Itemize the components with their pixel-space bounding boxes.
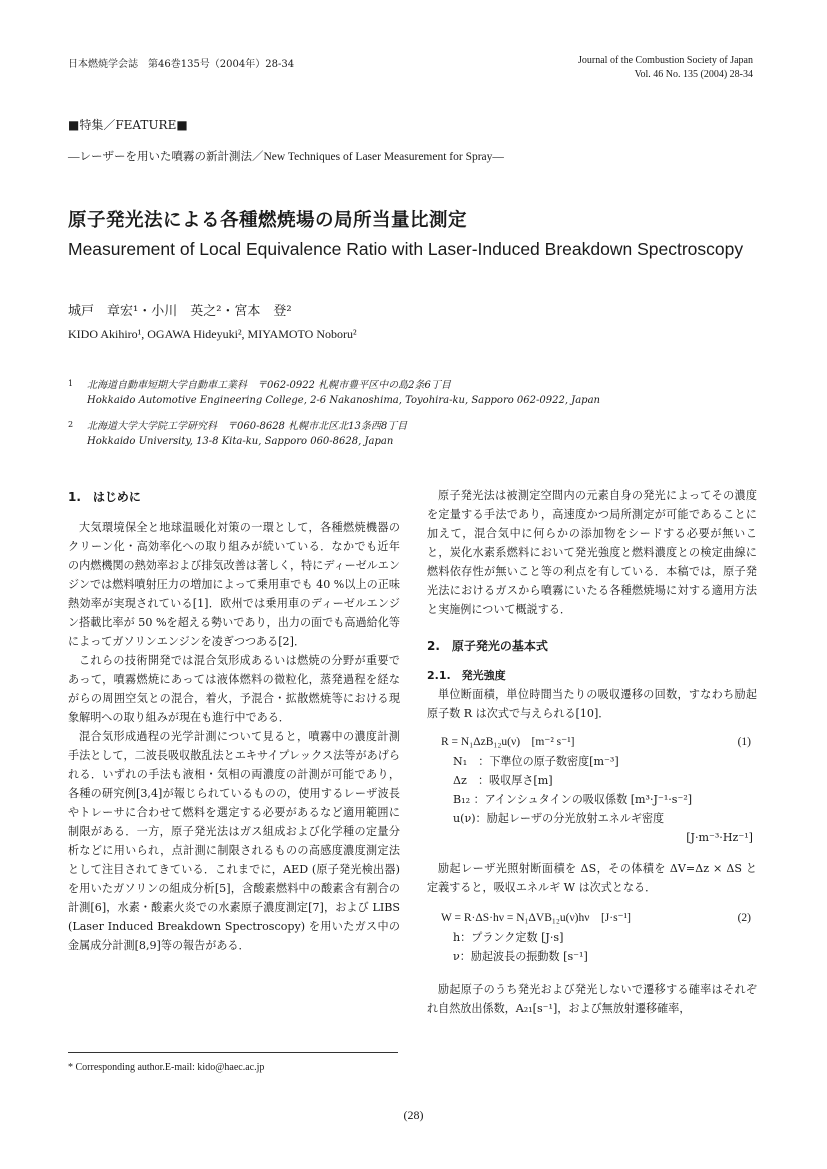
section-heading-1: 1. はじめに (68, 490, 141, 504)
equation-2 (427, 909, 757, 928)
equation-number: (1) (737, 736, 751, 748)
affiliation-jp: 北海道大学大学院工学研究科 〒060-8628 札幌市北区北13条西8丁目 (87, 421, 408, 432)
authors-japanese: 城戸 章宏¹・小川 英之²・宮本 登² (68, 304, 292, 319)
symbol-definitions-2 (427, 928, 757, 966)
page-number: (28) (403, 1108, 424, 1122)
equation-body: R = N₁ΔzB₁₂u(ν) [m⁻² s⁻¹] (441, 736, 575, 748)
affiliation-number: 2 (68, 420, 74, 429)
paragraph: 混合気形成過程の光学計測について見ると，噴霧中の濃度計測手法として，二波長吸収散乱法とエキサイプレックス法等があげられる．いずれの手法も液相・気相の両濃度の計測が可能であり，各種の研究例[3,4]が報じられているものの，使用するレーザ波長やトレーサに合わせて燃料を選定する必要があるなど適用範囲に制限がある．一方，原子発光法はガス組成および化学種の定量分析などに用いられ，点計測に制限されるものの高感度濃度測定法として注目されてきている．これまでに，AED (原子発光検出器) を用いたガソリンの組成分析[5]，含酸素燃料中の酸素含有割合の計測[6]，水素・酸素火炎での水素原子濃度測定[7]，および LIBS (Laser Induced Breakdown Spectroscopy) を用いたガス中の金属成分計測[8,9]等の報告がある． (68, 730, 400, 952)
paragraph: 大気環境保全と地球温暖化対策の一環として，各種燃焼機器のクリーン化・高効率化への取り組みが続いている．なかでも近年の内燃機関の熱効率および排気改善は著しく，特にディーゼルエンジンでは燃料噴射圧力の増加によって乗用車でも 40 %以上の正味熱効率が実現されている[1]．欧州では乗用車のディーゼルエンジン搭載比率が 50 %を超える勢いであり，出力の面でも高過給化等によってガソリンエンジンを凌ぎつつある[2]． (68, 521, 400, 648)
journal-name: Journal of the Combustion Society of Japan (578, 55, 753, 66)
authors-english: KIDO Akihiro¹, OGAWA Hideyuki², MIYAMOTO Noboru² (68, 327, 357, 341)
title-japanese: 原子発光法による各種燃焼場の局所当量比測定 (68, 210, 468, 231)
paragraph: 励起原子のうち発光および発光しないで遷移する確率はそれぞれ自然放出係数，A₂₁[s⁻¹]，および無放射遷移確率， (427, 983, 757, 1015)
affiliation-1 (68, 378, 600, 408)
paragraph: 単位断面積，単位時間当たりの吸収遷移の回数，すなわち励起原子数 R は次式で与えられる[10]． (427, 688, 757, 720)
definition-item: N₁ ：下準位の原子数密度[m⁻³] (453, 755, 619, 768)
definition-item: B₁₂ ：アインシュタインの吸収係数 [m³·J⁻¹·s⁻²] (453, 793, 693, 806)
right-column (427, 486, 757, 1018)
feature-subtitle: —レーザーを用いた噴霧の新計測法／New Techniques of Laser Measurement for Spray— (68, 151, 504, 163)
affiliation-number: 1 (68, 379, 74, 388)
equation-1 (427, 733, 757, 752)
affiliation-en: Hokkaido Automotive Engineering College, 2-6 Nakanoshima, Toyohira-ku, Sapporo 062-0922, Japan (87, 395, 600, 406)
definition-item: u(ν)：励起レーザの分光放射エネルギ密度 (453, 812, 665, 825)
affiliation-2 (68, 419, 407, 449)
journal-volume: Vol. 46 No. 135 (2004) 28-34 (634, 69, 753, 80)
footnote-corresponding-author: * Corresponding author.E-mail: kido@haec.ac.jp (68, 1062, 265, 1073)
section-heading-2: 2. 原子発光の基本式 (427, 639, 548, 653)
symbol-definitions-1 (427, 752, 757, 847)
equation-number: (2) (737, 912, 751, 924)
left-column (68, 488, 400, 955)
affiliation-en: Hokkaido University, 13-8 Kita-ku, Sapporo 060-8628, Japan (87, 436, 394, 447)
title-english: Measurement of Local Equivalence Ratio with Laser-Induced Breakdown Spectroscopy (68, 239, 744, 259)
paragraph: これらの技術開発では混合気形成あるいは燃焼の分野が重要であって，噴霧燃焼にあっては液体燃料の微粒化，蒸発過程を経ながらの周囲空気との混合，着火，予混合・拡散燃焼等における現象解明への取り組みが現在も進行中である． (68, 654, 400, 724)
subsection-heading-2-1: 2.1. 発光強度 (427, 669, 506, 682)
definition-item: h：プランク定数 [J·s] (453, 931, 564, 944)
feature-label: ■特集／FEATURE■ (68, 118, 188, 132)
journal-header-en (578, 54, 753, 82)
equation-body: W = R·ΔS·hν = N₁ΔVB₁₂u(ν)hν [J·s⁻¹] (441, 912, 631, 924)
footnote-divider (68, 1052, 398, 1053)
paragraph: 励起レーザ光照射断面積を ΔS，その体積を ΔV=Δz × ΔS と定義すると，吸収エネルギ W は次式となる． (427, 862, 757, 894)
journal-header-jp: 日本燃焼学会誌 第46巻135号（2004年）28-34 (68, 59, 295, 70)
definition-item: Δz ：吸収厚さ[m] (453, 774, 553, 787)
affiliation-jp: 北海道自動車短期大学自動車工業科 〒062-0922 札幌市豊平区中の島2条6丁目 (87, 380, 451, 391)
paragraph: 原子発光法は被測定空間内の元素自身の発光によってその濃度を定量する手法であり，高速度かつ局所測定が可能であることに加えて，混合気中に何らかの添加物をシードする必要が無いこと，炭化水素系燃料において発光強度と燃料濃度との検定曲線に燃料依存性が無いこと等の利点を有している．本稿では，原子発光法におけるガスから噴霧にいたる各種燃焼場に対する適用方法と実施例について概説する． (427, 489, 757, 616)
definition-item: ν：励起波長の振動数 [s⁻¹] (453, 950, 588, 963)
definition-unit: [J·m⁻³·Hz⁻¹] (686, 831, 753, 844)
